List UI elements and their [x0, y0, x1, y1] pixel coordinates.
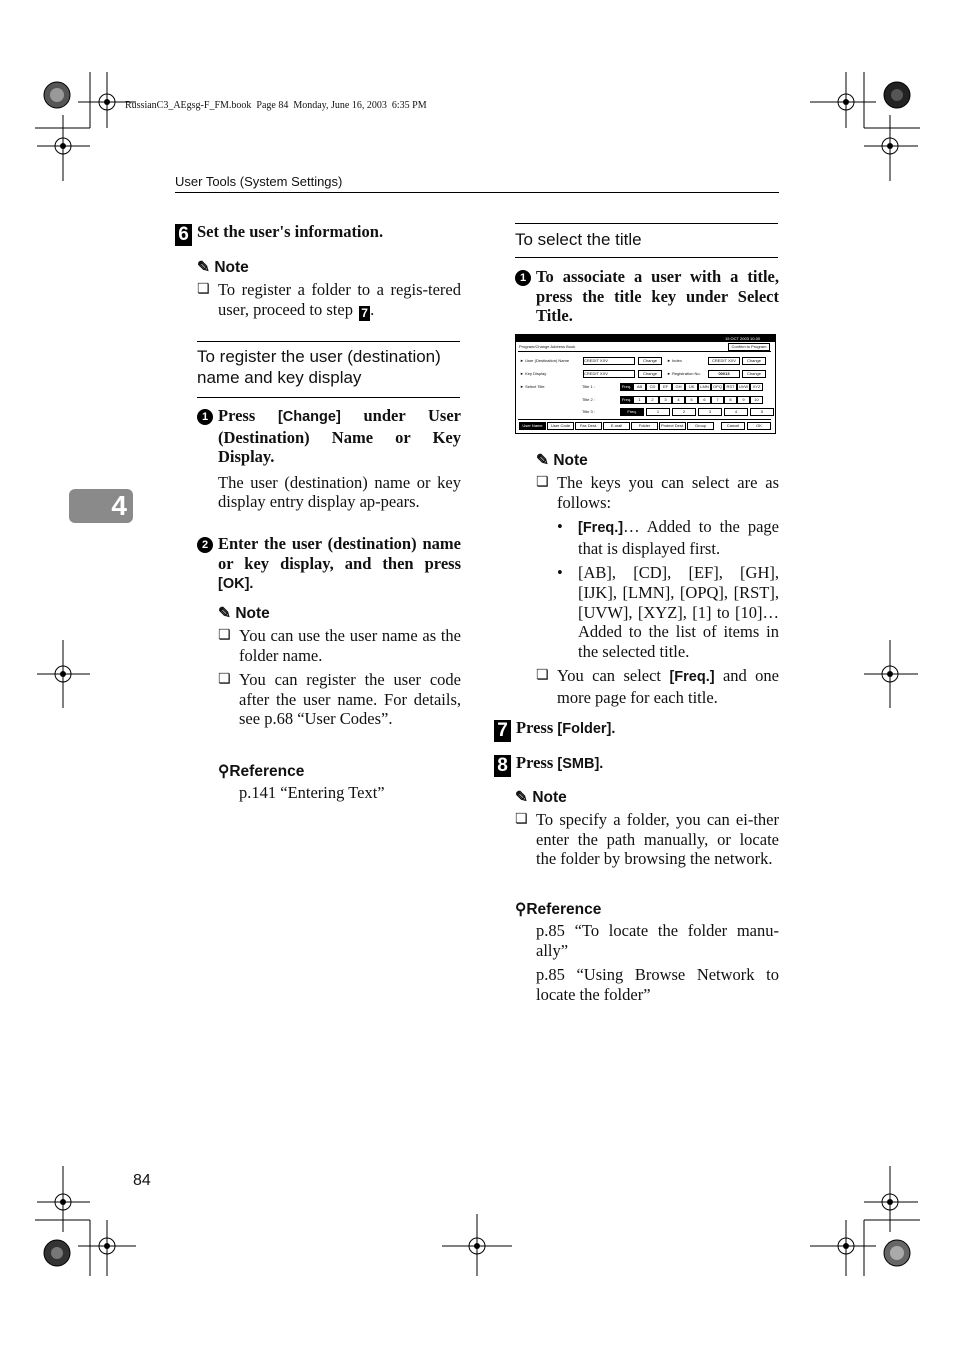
substep-number: 1 — [515, 270, 531, 286]
checkbox-bullet-icon: ❏ — [218, 671, 231, 688]
title-key[interactable]: 1 — [633, 396, 646, 404]
screen-tab[interactable]: Fax Dest. — [575, 422, 602, 430]
key-display-value: CREDIT XXV — [583, 370, 635, 378]
index-label: ► Index — [667, 358, 682, 363]
note-heading: Note — [214, 259, 249, 276]
substep-number: 1 — [197, 409, 213, 425]
reference-link[interactable]: p.141 “Entering Text” — [239, 783, 385, 802]
section-rule-bottom — [197, 397, 460, 398]
screen-title: Program/Change Address Book — [519, 344, 576, 349]
step-number: 7 — [494, 720, 511, 742]
title-key[interactable]: 5 — [750, 408, 774, 416]
step-text: Set the user's information. — [197, 222, 384, 241]
screen-datetime: 15 OCT 2003 10:30 — [725, 336, 761, 341]
step-pre: Press — [516, 718, 554, 737]
section-rule-top — [515, 223, 778, 224]
index-value: CREDIT XXV — [708, 357, 740, 365]
note-text: To register a folder to a regis-tered user, proceed to step — [218, 280, 461, 319]
note-3 — [536, 451, 779, 708]
step-ref[interactable]: 7 — [359, 306, 370, 321]
reference-link[interactable]: p.85 “Using Browse Network to locate the folder” — [536, 965, 779, 1004]
user-name-label: ► User (Destination) Name — [520, 358, 570, 363]
screen-tab[interactable]: User Code — [547, 422, 574, 430]
reference-2 — [515, 900, 779, 1004]
note-item: You can use the user name as the folder name. — [239, 626, 461, 665]
screen-tab[interactable]: Folder — [631, 422, 658, 430]
reference-heading: Reference — [229, 763, 305, 780]
pencil-icon: ✎ — [197, 259, 210, 276]
screen-tab[interactable]: Group — [687, 422, 714, 430]
reference-heading: Reference — [526, 901, 602, 918]
screen-tab[interactable]: E-mail — [603, 422, 630, 430]
step-8 — [494, 753, 779, 777]
pencil-icon: ✎ — [515, 789, 528, 806]
step-pre: Press — [516, 753, 554, 772]
note-1: ✎ Note ❏ To register a folder to a regis-tered user, proceed to step 7 . — [197, 259, 461, 320]
title-key[interactable]: Freq. — [621, 397, 632, 402]
ok-key: [OK]. — [218, 576, 254, 593]
chapter-tab — [69, 489, 133, 523]
title-key[interactable]: 5 — [685, 396, 698, 404]
freq-key: [Freq.] — [669, 669, 715, 686]
section-title: To register the user (destination) name and key display — [197, 347, 441, 387]
step-number: 6 — [175, 224, 192, 246]
screen-tab[interactable]: User Name — [519, 422, 546, 430]
checkbox-bullet-icon: ❏ — [197, 281, 210, 297]
title-key[interactable]: 4 — [672, 396, 685, 404]
print-file-info: RussianC3_AEgsg-F_FM.book Page 84 Monday, June 16, 2003 6:35 PM — [125, 100, 427, 111]
substep-text: To associate a user with a title, press the title key under Select Title. — [536, 267, 779, 326]
title-key[interactable]: IJK — [685, 383, 698, 391]
reference-link[interactable]: p.85 “To locate the folder manu-ally” — [536, 921, 779, 960]
title-key[interactable]: CD — [646, 383, 659, 391]
smb-key: [SMB]. — [557, 756, 604, 772]
title-key[interactable]: Freq. — [621, 384, 632, 389]
chapter-number: 4 — [111, 490, 127, 521]
note-heading: Note — [235, 605, 270, 622]
note-text: You can select — [557, 666, 662, 686]
substep-1 — [515, 267, 779, 326]
ok-button[interactable]: OK — [747, 422, 771, 430]
user-name-value: CREDIT XXV — [583, 357, 635, 365]
bullet-text: … Added to the page that is displayed first. — [578, 517, 779, 558]
substep-text: Enter the user (destination) name or key display, and then press — [218, 534, 461, 573]
checkbox-bullet-icon: ❏ — [218, 627, 231, 643]
title-key[interactable]: 3 — [698, 408, 722, 416]
title-key[interactable]: 2 — [646, 396, 659, 404]
bullet-icon: • — [557, 563, 563, 583]
cancel-button[interactable]: Cancel — [721, 422, 745, 430]
change-button[interactable]: Change — [742, 357, 766, 365]
registration-value: 00013 — [708, 370, 740, 378]
note-heading: Note — [532, 789, 567, 806]
step-7 — [494, 718, 779, 742]
change-key: [Change] — [277, 409, 341, 425]
note-4 — [515, 788, 779, 869]
screen-tab[interactable]: Protect Dest. — [660, 423, 685, 428]
title-key[interactable]: GH — [672, 383, 685, 391]
page-number: 84 — [133, 1172, 151, 1189]
substep-body: The user (destination) name or key display entry display ap-pears. — [218, 472, 461, 512]
magnifier-icon: ⚲ — [515, 901, 527, 918]
pencil-icon: ✎ — [218, 605, 231, 622]
change-button[interactable]: Change — [742, 370, 766, 378]
title-key[interactable]: XYZ — [750, 383, 763, 391]
title-key[interactable]: EF — [659, 383, 672, 391]
pencil-icon: ✎ — [536, 452, 549, 469]
note-2 — [218, 604, 461, 729]
substep-2 — [197, 534, 461, 595]
bullet-icon: • — [557, 517, 563, 537]
change-button[interactable]: Change — [638, 370, 662, 378]
registration-label: ► Registration No. — [667, 371, 701, 376]
note-heading: Note — [553, 452, 588, 469]
title-1-label: Title 1 : — [582, 384, 595, 389]
reference-1 — [218, 762, 461, 803]
title-key[interactable]: 7 — [711, 396, 724, 404]
title-2-label: Title 2 : — [582, 397, 595, 402]
checkbox-bullet-icon: ❏ — [536, 667, 549, 684]
folder-key: [Folder]. — [557, 721, 616, 737]
section-title: To select the title — [515, 230, 642, 249]
title-key[interactable]: 9 — [737, 396, 750, 404]
section-rule-top — [197, 341, 460, 342]
title-key[interactable]: 2 — [672, 408, 696, 416]
note-text: and one more page for each title. — [557, 666, 780, 707]
freq-key: [Freq.] — [578, 520, 624, 537]
title-key[interactable]: 4 — [724, 408, 748, 416]
confirm-button[interactable]: Confirm to Program — [728, 343, 770, 351]
checkbox-bullet-icon: ❏ — [536, 474, 549, 490]
title-key[interactable]: Freq. — [620, 408, 644, 416]
title-key[interactable]: 8 — [724, 396, 737, 404]
substep-pre: Press — [218, 406, 256, 425]
title-3-label: Title 3 : — [582, 409, 595, 414]
substep-post: under User (Destination) Name or Key Display. — [218, 406, 461, 467]
title-key[interactable]: 3 — [659, 396, 672, 404]
title-key[interactable]: LMN — [698, 383, 711, 391]
title-key[interactable]: 10 — [750, 396, 763, 404]
title-key[interactable]: RST — [724, 383, 737, 391]
title-key[interactable]: 6 — [698, 396, 711, 404]
note-item: The keys you can select are as follows: — [557, 473, 779, 512]
header-rule — [175, 192, 779, 193]
substep-number: 2 — [197, 537, 213, 553]
title-key[interactable]: UVW — [738, 384, 749, 389]
title-key[interactable]: 1 — [646, 408, 670, 416]
select-title-label: ► Select Title — [520, 384, 545, 389]
checkbox-bullet-icon: ❏ — [515, 811, 528, 827]
step-6 — [175, 222, 465, 246]
running-header: User Tools (System Settings) — [175, 174, 343, 189]
magnifier-icon: ⚲ — [218, 763, 230, 780]
bullet-text: [AB], [CD], [EF], [GH], [IJK], [LMN], [OPQ], [RST], [UVW], [XYZ], [1] to [10]… Added to the list of items in the selected title. — [578, 563, 779, 661]
section-rule-bottom — [515, 257, 778, 258]
title-key[interactable]: OPQ — [711, 383, 724, 391]
key-display-label: ► Key Display — [520, 371, 547, 376]
note-item: To specify a folder, you can ei-ther enter the path manually, or locate the folder by browsing the network. — [536, 810, 779, 869]
change-button[interactable]: Change — [638, 357, 662, 365]
title-key[interactable]: AB — [633, 383, 646, 391]
screen-capture — [515, 334, 776, 434]
note-item: You can register the user code after the user name. For details, see p.68 “User Codes”. — [239, 670, 461, 729]
step-number: 8 — [494, 755, 511, 777]
substep-1 — [197, 406, 461, 512]
